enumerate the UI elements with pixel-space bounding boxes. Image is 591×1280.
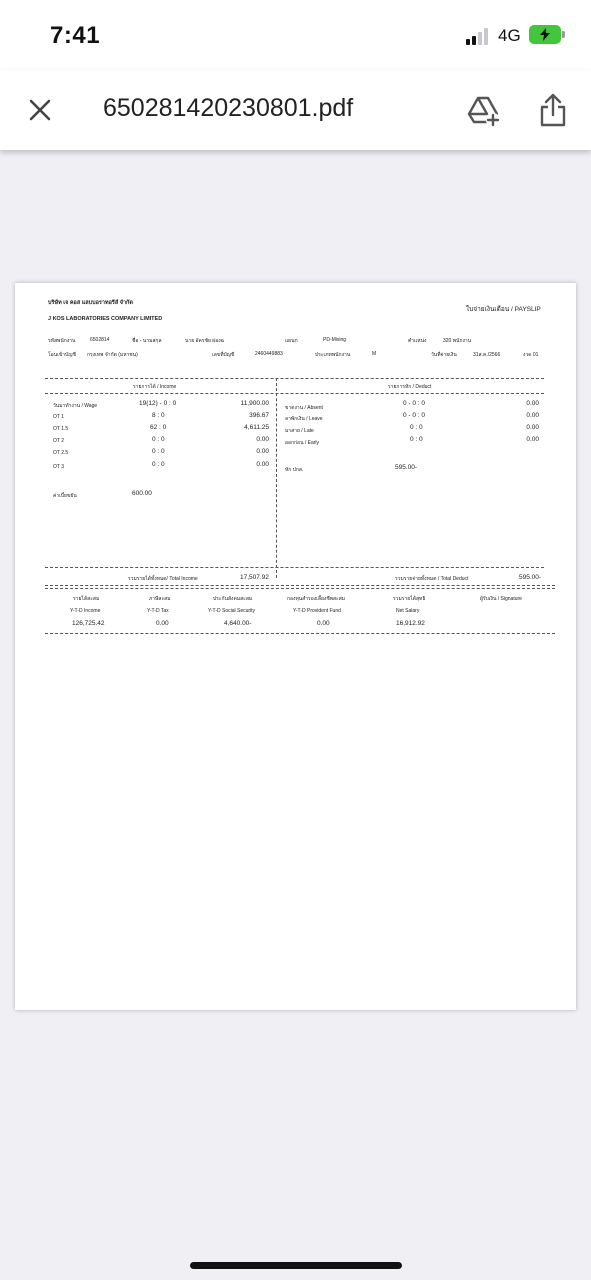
deduct-label: ลาพักเงิน / Leave [285,416,323,422]
ytd-social-value: 4,640.00- [224,620,252,627]
total-deduct-label: รวมรายจ่ายทั้งหมด / Total Deduct [395,576,469,582]
ytd-social-en: Y-T-D Social Security [208,608,256,614]
ytd-provident-value: 0.00 [317,620,330,627]
deduct-header: รายการหัก / Deduct [388,384,432,390]
income-header: รายการได้ / Income [133,384,177,390]
close-button[interactable] [24,94,56,126]
name-value: นาย อัครชัย ผ่องฉ [185,338,225,344]
deduct-label: มาสาย / Late [285,428,314,434]
payslip-title: ใบจ่ายเงินเดือน / PAYSLIP [466,306,541,313]
income-label: OT 2 [53,438,65,444]
income-amount: 0.00 [256,448,269,455]
status-time: 7:41 [50,22,101,49]
position-label: ตำแหน่ง [408,338,427,344]
income-amount: 11,900.00 [240,400,269,407]
ytd-provident-en: Y-T-D Provident Fund [293,608,341,614]
file-title: 650281420230801.pdf [103,94,354,122]
department-value: PD-Mixing [323,337,347,343]
income-label: OT 2.5 [53,450,69,456]
totals-border-top [45,567,544,568]
employee-id-label: รหัสพนักงาน [48,338,76,344]
employee-type-label: ประเภทพนักงาน [315,352,351,358]
income-label: OT 1 [53,414,65,420]
income-amount: 0.00 [256,436,269,443]
social-security-amount: 595.00- [395,464,418,471]
share-button[interactable] [533,90,573,130]
income-qty: 0 : 0 [152,448,165,455]
ytd-tax-en: Y-T-D Tax [147,608,169,614]
income-amount: 4,611.25 [244,424,269,431]
deduct-label: ขาดงาน / Absent [285,405,323,411]
income-label: OT 1.5 [53,426,69,432]
bank-label: โอนเข้าบัญชี [48,352,76,358]
network-type: 4G [498,26,521,45]
deduct-amount: 0.00 [526,424,539,431]
employee-type-value: M [372,351,377,357]
total-income-label: รวมรายได้ทั้งหมด/ Total Income [128,576,198,582]
account-value: 2460449883 [255,351,283,357]
deduct-amount: 0.00 [526,436,539,443]
income-label: OT 3 [53,464,65,470]
ytd-provident-th: กองทุนสำรองเลี้ยงชีพสะสม [287,596,346,602]
total-income-value: 17,507.92 [240,574,269,581]
total-deduct-value: 595.00- [519,574,542,581]
share-icon [533,90,573,130]
table-header-divider [45,393,544,394]
deduct-qty: 0 : 0 [410,436,423,443]
income-qty: 0 : 0 [152,461,165,468]
pdf-page[interactable] [15,283,576,1010]
add-to-drive-button[interactable] [463,90,503,130]
company-name-en: J KOS LABORATORIES COMPANY LIMITED [48,316,163,322]
battery-tip [562,31,565,38]
company-name-th: บริษัท เจ คอส แลบบอราทอรีส์ จำกัด [48,300,133,306]
pdf-viewer-toolbar [0,70,591,150]
table-border-top [45,378,544,379]
income-qty: 0 : 0 [152,436,165,443]
signature-label: ผู้รับเงิน / Signature [480,596,522,602]
ytd-tax-th: ภาษีสะสม [149,596,171,602]
ytd-income-value: 126,725.42 [72,620,105,627]
pay-date-value: 31ส.ค./2566 [473,352,501,358]
allowance-amount: 600.00 [132,490,152,497]
income-label: วันมาทำงาน / Wage [53,403,98,409]
income-qty: 8 : 0 [152,412,165,419]
add-to-drive-icon [463,90,503,130]
deduct-amount: 0.00 [526,400,539,407]
ytd-income-th: รายได้สะสม [73,596,100,602]
deduct-amount: 0.00 [526,412,539,419]
income-amount: 0.00 [256,461,269,468]
battery-charging-icon [529,25,561,44]
period-value: งวด 01 [523,352,539,358]
account-label: เลขที่บัญชี [212,352,235,358]
ytd-border-bottom [45,633,555,634]
signal-icon [466,27,492,45]
social-security-label: หัก ปกส. [285,467,304,473]
income-qty: 19(12) - 0 : 0 [139,400,177,407]
home-indicator[interactable] [190,1262,402,1269]
status-bar [0,0,591,70]
pay-date-label: วันที่จ่ายเงิน [431,352,457,358]
position-value: 320 พนักงาน [443,338,472,344]
department-label: แผนก [285,338,298,344]
income-amount: 396.67 [249,412,269,419]
net-salary-value: 16,912.92 [396,620,425,627]
net-salary-en: Net Salary [396,608,420,614]
deduct-label: ออกก่อน / Early [285,440,320,446]
totals-border-bottom [45,585,555,586]
net-salary-th: รวมรายได้สุทธิ [393,596,426,602]
deduct-qty: 0 : 0 [410,424,423,431]
table-column-divider [276,378,277,578]
bank-value: กรุงเทพ จำกัด (มหาชน) [87,352,138,358]
deduct-qty: 0 - 0 : 0 [403,400,426,407]
close-icon [24,94,56,126]
income-qty: 62 : 0 [150,424,167,431]
employee-id-value: 6502814 [90,337,110,343]
allowance-label: ค่าเบี้ยขยัน [53,493,77,499]
totals-border-bottom-2 [45,588,555,589]
name-label: ชื่อ - นามสกุล [132,338,162,344]
ytd-social-th: ประกันสังคมสะสม [213,596,253,602]
ytd-income-en: Y-T-D Income [70,608,101,614]
deduct-qty: 0 - 0 : 0 [403,412,426,419]
ytd-tax-value: 0.00 [156,620,169,627]
